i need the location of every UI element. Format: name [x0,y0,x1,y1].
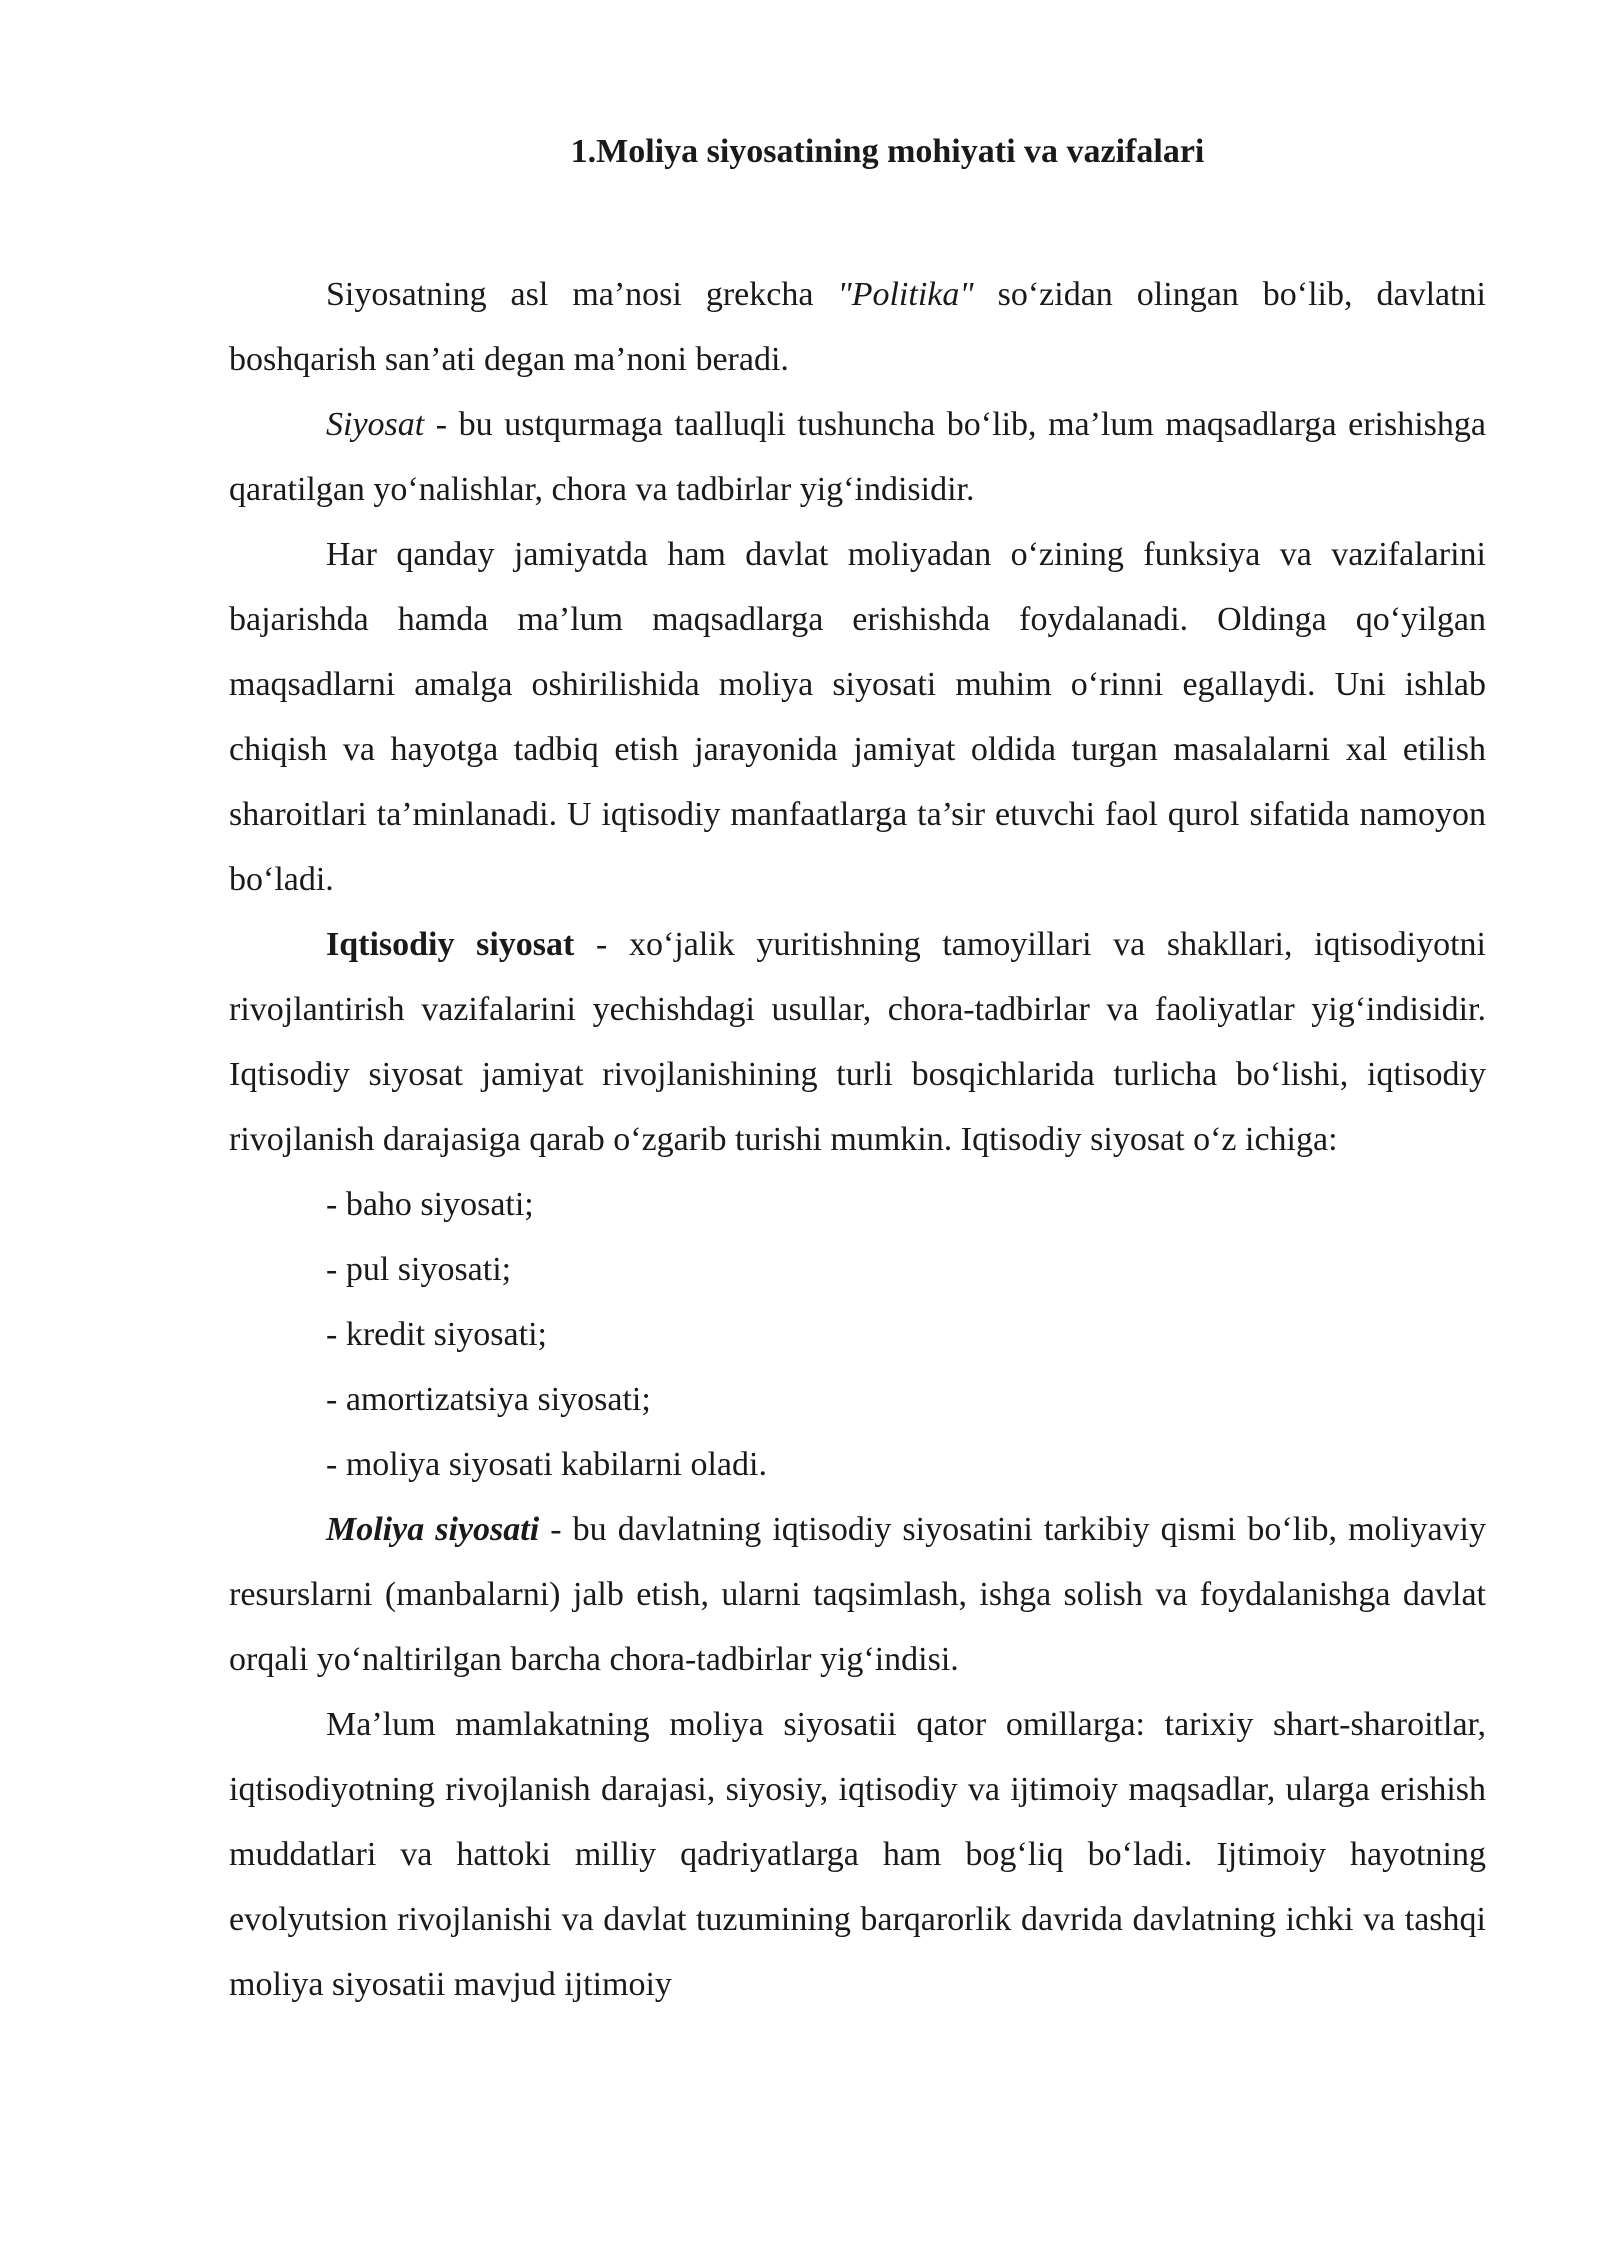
paragraph-siyosat-definition [229,392,1486,522]
list-item: - kredit siyosati; [326,1316,547,1354]
list-item: - baho siyosati; [326,1186,534,1224]
iqtisodiy-siyosat-text: - xo‘jalik yuritishning tamoyillari va shakllari, iqtisodiyotni rivojlantirish vazifalarini yechishdagi usullar, chora-tadbirlar va faoliyatlar yig‘indisidir. Iqtisodiy siyosat jamiyat rivojlanishining turli bosqichlarida turlicha bo‘lishi, iqtisodiy rivojlanish darajasiga qarab o‘zgarib turishi mumkin. Iqtisodiy siyosat o‘z ichiga: [229,926,1487,1159]
page-title: 1.Moliya siyosatining mohiyati va vazifalari [570,133,1205,170]
term-siyosat: Siyosat [326,406,425,444]
paragraph-factors: Ma’lum mamlakatning moliya siyosatii qator omillarga: tarixiy shart-sharoitlar, iqtisodiyotning rivojlanish darajasi, siyosiy, iqtisodiy va ijtimoiy maqsadlar, ularga erishish muddatlari va hattoki milliy qadriyatlarga ham bog‘liq bo‘ladi. Ijtimoiy hayotning evolyutsion rivojlanishi va davlat tuzumining barqarorlik davrida davlatning ichki va tashqi moliya siyosatii mavjud ijtimoiy [229,1706,1486,2004]
paragraph-moliya-siyosati [229,1497,1486,1692]
politika-quote: "Politika" [837,276,974,314]
paragraph-politika-text-before: Siyosatning asl ma’nosi grekcha [326,276,838,314]
list-item: - moliya siyosati kabilarni oladi. [326,1446,767,1484]
moliya-siyosati-text: - bu davlatning iqtisodiy siyosatini tarkibiy qismi bo‘lib, moliyaviy resurslarni (manbalarni) jalb etish, ularni taqsimlash, ishga solish va foydalanishga davlat orqali yo‘naltirilgan barcha chora-tadbirlar yig‘indisi. [229,1511,1486,1679]
paragraph-moliya-role: Har qanday jamiyatda ham davlat moliyadan o‘zining funksiya va vazifalarini bajarishda hamda ma’lum maqsadlarga erishishda foydalanadi. Oldinga qo‘yilgan maqsadlarni amalga oshirilishida moliya siyosati muhim o‘rinni egallaydi. Uni ishlab chiqish va hayotga tadbiq etish jarayonida jamiyat oldida turgan masalalarni xal etilish sharoitlari ta’minlanadi. U iqtisodiy manfaatlarga ta’sir etuvchi faol qurol sifatida namoyon bo‘ladi. [229,536,1486,899]
list-item: - amortizatsiya siyosati; [326,1381,651,1419]
paragraph-iqtisodiy-siyosat [229,912,1486,1172]
list-item: - pul siyosati; [326,1251,512,1289]
term-moliya-siyosati: Moliya siyosati [326,1511,540,1549]
paragraph-politika [229,262,1486,392]
policy-list [229,1172,1486,1497]
document-body [229,130,1486,2017]
term-iqtisodiy-siyosat: Iqtisodiy siyosat [326,926,575,964]
paragraph-politika-text-after: so‘zidan olingan bo‘lib, davlatni boshqarish san’ati degan ma’noni beradi. [229,276,1486,379]
siyosat-definition-text: - bu ustqurmaga taalluqli tushuncha bo‘lib, ma’lum maqsadlarga erishishga qaratilgan yo‘nalishlar, chora va tadbirlar yig‘indisidir. [229,406,1486,509]
